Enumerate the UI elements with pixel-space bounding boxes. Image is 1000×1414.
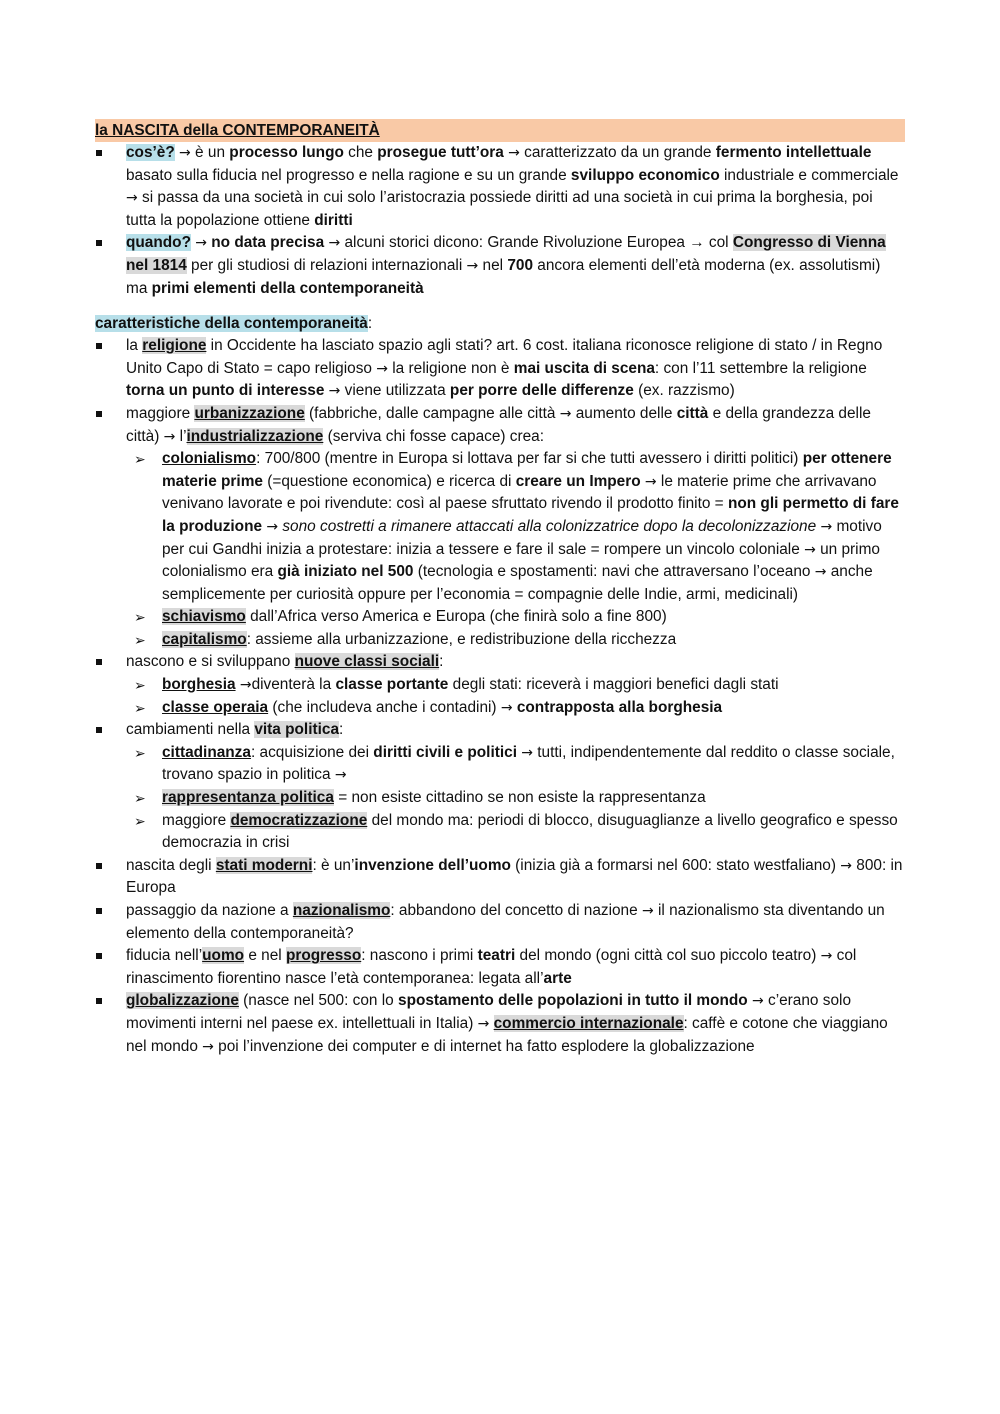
sub-list-item: ➢ capitalismo: assieme alla urbanizzazione, e redistribuzione della ricchezza [126,629,905,652]
arrow-icon: → [641,903,654,919]
intro-list [95,142,905,300]
arrow-icon: → [477,1015,490,1032]
sub-list-item: ➢ rappresentanza politica = non esiste cittadino se non esiste la rappresentanza [126,787,905,810]
list-item: cambiamenti nella vita politica: ➢ cittadinanza: acquisizione dei diritti civili e politici → tutti, indipendentemente dal reddito o classe sociale, trovano spazio in politica → ➢ rappresentanza politica = non esiste cittadino se non esiste la rappresentanza ➢ maggiore democratizzazione del mondo ma: periodi di blocco, disuguaglianze a livello geografico e spesso democrazia in crisi [95,719,905,855]
square-bullet-icon [96,343,102,349]
arrow-icon: → [202,1038,214,1055]
list-item: cos’è? → è un processo lungo che prosegue tutt’ora → caratterizzato da un grande fermento intellettuale basato sulla fiducia nel progresso e nella ragione e su un grande sviluppo economico industriale e commerciale → si passa da una società in cui solo l’aristocrazia possiede diritti ad una società in cui prima la borghesia, poi tutta la popolazione ottiene diritti [95,142,905,232]
sub-list-item: ➢ colonialismo: 700/800 (mentre in Europa si lottava per far si che tutti avessero i diritti politici) per ottenere materie prime (=questione economica) e ricerca di creare un Impero → le materie prime che arrivavano venivano lavorate e poi rivendute: così al paese sfruttato rivendo il prodotto finito = non gli permetto di fare la produzione → sono costretti a rimanere attaccati alla colonizzatrice dopo la decolonizzazione → motivo per cui Gandhi inizia a protestare: inizia a tessere e fare il sale = rompere un vincolo coloniale → un primo colonialismo era già iniziato nel 500 (tecnologia e spostamenti: navi che attraversano l’oceano → anche semplicemente per curiosità oppure per l’economia = compagnie delle Indie, armi, medicinali) [134,450,899,603]
list-item: nascita degli stati moderni: è un’invenzione dell’uomo (inizia già a formarsi nel 600: stato westfaliano) → 800: in Europa [95,855,905,900]
arrow-icon: → [266,518,279,535]
arrow-icon: → [840,857,852,874]
arrow-icon: → [376,360,388,377]
list-item: globalizzazione (nasce nel 500: con lo spostamento delle popolazioni in tutto il mondo → c’erano solo movimenti interni nel paese ex. intellettuali in Italia) → commercio internazionale: caffè e cotone che viaggiano nel mondo → poi l’invenzione dei computer e di internet ha fatto esplodere la globalizzazione [95,990,905,1058]
arrow-icon: → [126,190,138,207]
arrow-icon: → [179,145,191,161]
arrowhead-bullet-icon: ➢ [134,813,146,830]
characteristics-list [95,335,905,1058]
square-bullet-icon [96,953,102,959]
list-item: la religione in Occidente ha lasciato spazio agli stati? art. 6 cost. italiana riconosce religione di stato / in Regno Unito Capo di Stato = capo religioso → la religione non è mai uscita di scena: con l’11 settembre la religione torna un punto di interesse → viene utilizzata per porre delle differenze (ex. razzismo) [95,335,905,403]
sub-list-item: ➢ maggiore democratizzazione del mondo ma: periodi di blocco, disuguaglianze a livello geografico e spesso democrazia in crisi [134,811,898,852]
notes-content [95,119,905,1058]
arrowhead-bullet-icon: ➢ [134,452,146,469]
arrow-icon: → [328,235,341,252]
arrowhead-bullet-icon: ➢ [134,678,146,695]
list-item: maggiore urbanizzazione (fabbriche, dalle campagne alle città → aumento delle città e della grandezza delle città) → l’industrializzazione (serviva chi fosse capace) crea: ➢ colonialismo: 700/800 (mentre in Europa si lottava per far si che tutti avessero i diritti politici) per ottenere materie prime (=questione economica) e ricerca di creare un Impero → le materie prime che arrivavano venivano lavorate e poi rivendute: così al paese sfruttato rivendo il prodotto finito = non gli permetto di fare la produzione → sono costretti a rimanere attaccati alla colonizzatrice dopo la decolonizzazione → motivo per cui Gandhi inizia a protestare: inizia a tessere e fare il sale = rompere un vincolo coloniale → un primo colonialismo era già iniziato nel 500 (tecnologia e spostamenti: navi che attraversano l’oceano → anche semplicemente per curiosità oppure per l’economia = compagnie delle Indie, armi, medicinali) ➢ schiavismo dall’Africa verso America e Europa (che finirà solo a fine 800) ➢ capitalismo: assieme alla urbanizzazione, e redistribuzione della ricchezza [95,403,905,652]
square-bullet-icon [96,998,102,1004]
sub-list-item: ➢ borghesia →diventerà la classe portante degli stati: riceverà i maggiori benefici dagli stati [126,674,905,697]
arrow-icon: → [814,564,827,581]
arrow-icon: → [466,257,479,274]
arrow-icon: → [163,428,176,445]
square-bullet-icon [96,908,102,914]
arrow-icon: → [644,473,657,490]
arrow-icon: → [500,699,513,716]
arrowhead-bullet-icon: ➢ [134,745,146,762]
square-bullet-icon [96,150,102,156]
arrow-icon: → [195,235,207,252]
arrowhead-bullet-icon: ➢ [134,791,146,808]
arrowhead-bullet-icon: ➢ [134,700,146,717]
square-bullet-icon [96,240,102,246]
page-title: la NASCITA della CONTEMPORANEITÀ [95,119,905,142]
square-bullet-icon [96,863,102,869]
arrow-icon: → [334,767,347,784]
arrowhead-bullet-icon: ➢ [134,632,146,649]
arrow-icon: → [559,405,572,422]
list-item: passaggio da nazione a nazionalismo: abbandono del concetto di nazione → il nazionalismo sta diventando un elemento della contemporaneità? [95,900,905,945]
arrow-icon: → [328,383,341,400]
list-item: fiducia nell’uomo e nel progresso: nascono i primi teatri del mondo (ogni città col suo piccolo teatro) → col rinascimento fiorentino nasce l’età contemporanea: legata all’arte [95,945,905,990]
arrowhead-bullet-icon: ➢ [134,610,146,627]
arrow-icon: → [820,518,833,535]
square-bullet-icon [96,727,102,733]
section-heading: caratteristiche della contemporaneità: [95,315,373,333]
sub-list [126,674,905,719]
arrow-icon: → [239,677,252,694]
sub-list-item: ➢ cittadinanza: acquisizione dei diritti civili e politici → tutti, indipendentemente dal reddito o classe sociale, trovano spazio in politica → [134,743,895,784]
arrow-icon: → [820,948,833,965]
sub-list-item: ➢ classe operaia (che includeva anche i contadini) → contrapposta alla borghesia [126,697,905,720]
list-item: nascono e si sviluppano nuove classi sociali: ➢ borghesia →diventerà la classe portante degli stati: riceverà i maggiori benefici dagli stati ➢ classe operaia (che includeva anche i contadini) → contrapposta alla borghesia [95,651,905,719]
square-bullet-icon [96,411,102,417]
arrow-icon: → [521,744,533,761]
square-bullet-icon [96,659,102,665]
arrow-icon: → [752,993,764,1010]
sub-list-item: ➢ schiavismo dall’Africa verso America e Europa (che finirà solo a fine 800) [126,606,905,629]
arrow-icon: → [804,541,816,558]
sub-list [126,448,905,651]
list-item: quando? → no data precisa → alcuni storici dicono: Grande Rivoluzione Europea → col Congresso di Vienna nel 1814 per gli studiosi di relazioni internazionali → nel 700 ancora elementi dell’età moderna (ex. assolutismi) ma primi elementi della contemporaneità [95,232,905,300]
arrow-icon: → [508,145,520,161]
sub-list [126,742,905,855]
